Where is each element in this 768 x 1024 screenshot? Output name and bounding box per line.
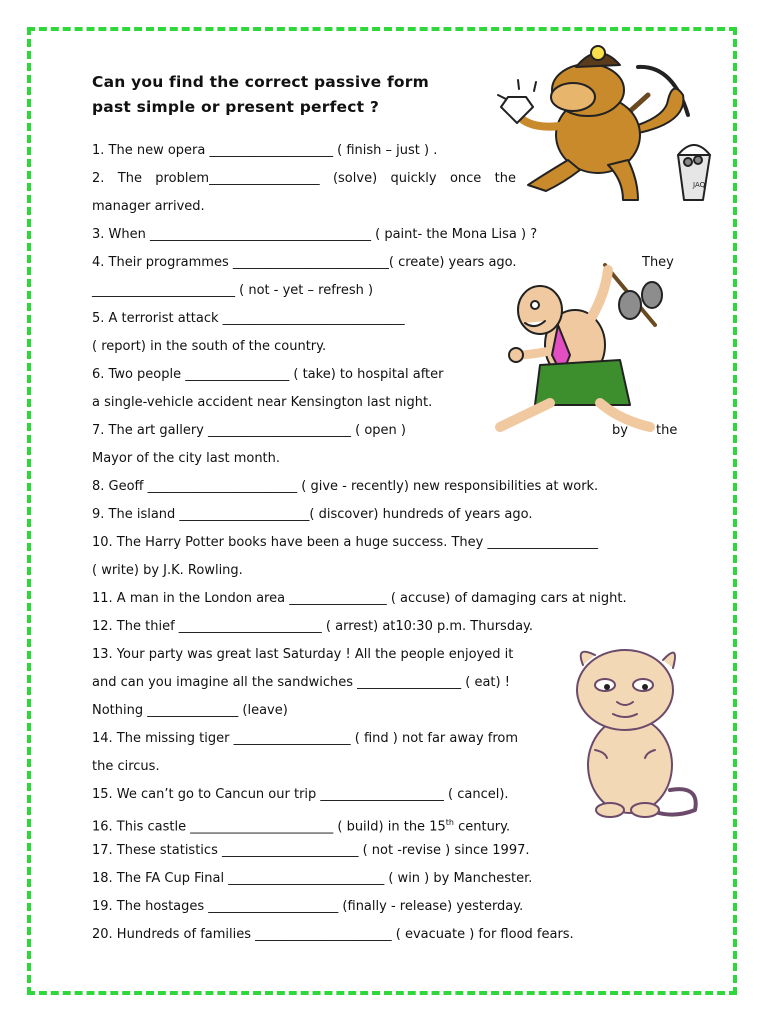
exercise-14-cont: the circus. — [92, 759, 160, 774]
exercise-18: 18. The FA Cup Final ________________________ ( win ) by Manchester. — [92, 871, 533, 886]
exercise-6: 6. Two people ________________ ( take) to hospital after — [92, 367, 444, 382]
exercise-19: 19. The hostages ____________________ (finally - release) yesterday. — [92, 899, 524, 914]
caveman-left-leg — [500, 403, 550, 427]
exercise-3: 3. When __________________________________ ( paint- the Mona Lisa ) ? — [92, 227, 538, 242]
sparkle-line — [518, 80, 519, 89]
exercise-4-cont: ______________________ ( not - yet – refresh ) — [92, 283, 374, 298]
helmet-lamp-icon — [591, 46, 605, 60]
tiger-paw — [596, 803, 624, 817]
caveman-head — [518, 286, 562, 334]
exercise-20: 20. Hundreds of families _____________________ ( evacuate ) for flood fears. — [92, 927, 574, 942]
exercise-16-sup: th — [445, 818, 454, 827]
bucket-stone — [684, 158, 692, 166]
bucket-stone — [694, 156, 702, 164]
monkey-left-leg — [528, 160, 580, 191]
tiger-left-pupil — [604, 684, 610, 690]
exercise-9: 9. The island ____________________( discover) hundreds of years ago. — [92, 507, 533, 522]
exercise-12: 12. The thief ______________________ ( arrest) at10:30 p.m. Thursday. — [92, 619, 534, 634]
caveman-fist — [509, 348, 523, 362]
exercise-15: 15. We can’t go to Cancun our trip ___________________ ( cancel). — [92, 787, 509, 802]
exercise-5: 5. A terrorist attack ____________________________ — [92, 311, 405, 326]
exercise-13: 13. Your party was great last Saturday ! All the people enjoyed it — [92, 647, 514, 662]
stone-icon — [642, 282, 662, 308]
exercise-6-cont: a single-vehicle accident near Kensington last night. — [92, 395, 433, 410]
caveman-illustration — [490, 255, 678, 445]
exercise-7: 7. The art gallery ______________________ ( open ) — [92, 423, 406, 438]
tiger-body — [588, 717, 672, 813]
caveman-eye — [531, 301, 539, 309]
exercise-2: 2. The problem_________________ (solve) quickly once the — [92, 171, 516, 186]
exercise-14: 14. The missing tiger __________________ ( find ) not far away from — [92, 731, 519, 746]
exercise-7-the: the — [656, 423, 678, 438]
tiger-right-pupil — [642, 684, 648, 690]
exercise-16-text: 16. This castle ______________________ ( build) in the 15 — [92, 819, 446, 835]
exercise-13-cont: and can you imagine all the sandwiches ________________ ( eat) ! — [92, 675, 510, 690]
stone-icon — [619, 291, 641, 319]
exercise-4: 4. Their programmes ________________________( create) years ago. — [92, 255, 517, 270]
caveman-right-leg — [600, 403, 650, 427]
monkey-miner-illustration — [488, 35, 716, 207]
exercise-13-cont2: Nothing ______________ (leave) — [92, 703, 288, 718]
tiger-cub-illustration — [555, 640, 705, 820]
sparkle-line — [534, 82, 536, 91]
title-line-2: past simple or present perfect ? — [92, 98, 380, 116]
exercise-11: 11. A man in the London area _______________ ( accuse) of damaging cars at night. — [92, 591, 627, 606]
exercise-7-by: by — [612, 423, 628, 438]
title-line-1: Can you find the correct passive form — [92, 73, 429, 91]
exercise-17: 17. These statistics _____________________ ( not -revise ) since 1997. — [92, 843, 530, 858]
exercise-16 — [92, 815, 510, 835]
exercise-1: 1. The new opera ___________________ ( finish – just ) . — [92, 143, 438, 158]
bucket-handle — [678, 145, 710, 155]
tiger-right-ear — [663, 653, 675, 668]
exercise-4-they: They — [642, 255, 674, 270]
worksheet-title — [92, 70, 512, 120]
exercise-7-cont: Mayor of the city last month. — [92, 451, 281, 466]
exercise-5-cont: ( report) in the south of the country. — [92, 339, 327, 354]
exercise-2-cont: manager arrived. — [92, 199, 205, 214]
monkey-right-leg — [608, 160, 638, 200]
monkey-muzzle — [551, 83, 595, 111]
exercise-16-end: century. — [453, 819, 511, 835]
caveman-arm — [590, 270, 608, 320]
tiger-paw — [631, 803, 659, 817]
exercise-10-cont: ( write) by J.K. Rowling. — [92, 563, 243, 578]
exercise-8: 8. Geoff _______________________ ( give - recently) new responsibilities at work. — [92, 479, 599, 494]
exercise-10: 10. The Harry Potter books have been a huge success. They _________________ — [92, 535, 598, 550]
bucket-label: JAQ — [693, 181, 706, 189]
sparkle-line — [498, 95, 506, 99]
